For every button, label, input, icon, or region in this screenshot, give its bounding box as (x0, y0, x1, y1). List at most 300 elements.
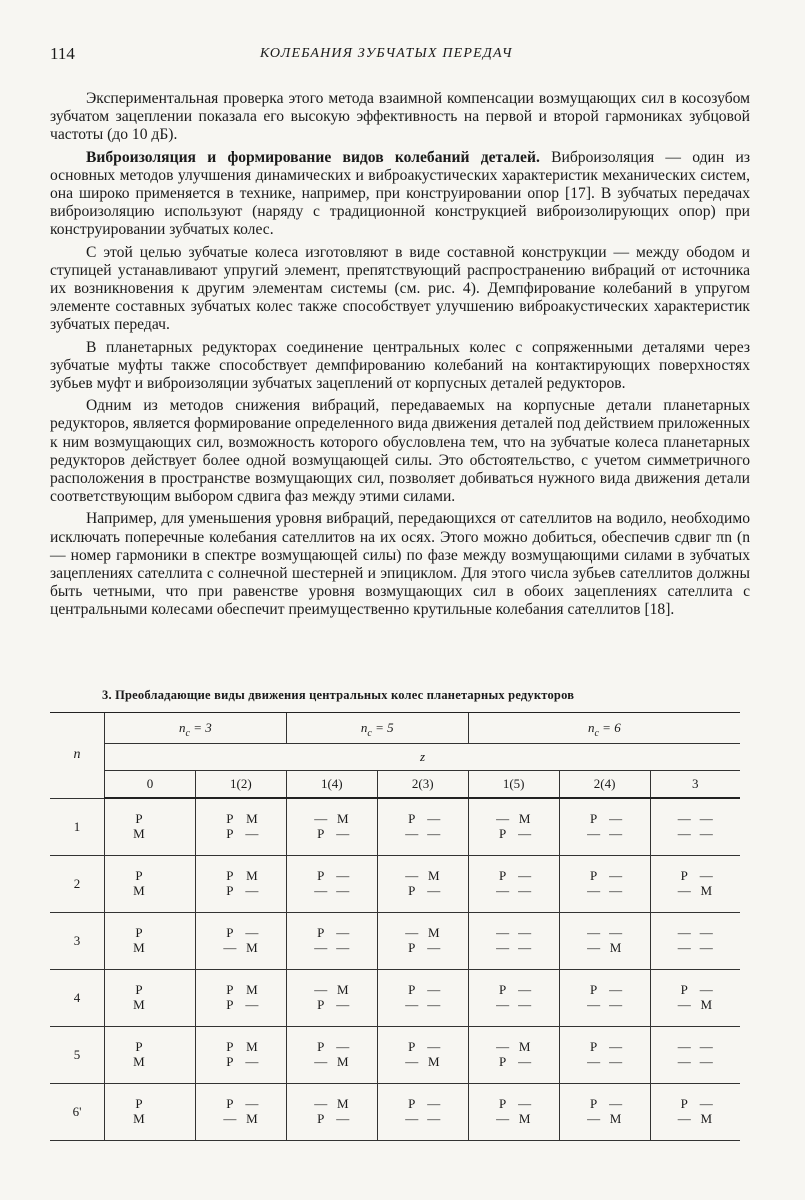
cell-symbols (401, 811, 445, 841)
cell-symbols (673, 868, 717, 898)
cell-symbol: М (246, 982, 258, 997)
cell-line (128, 868, 172, 883)
cell-line (673, 883, 717, 898)
row-n-label: 1 (50, 798, 105, 855)
cell-symbol: — (518, 826, 532, 842)
cell-line (492, 811, 536, 826)
group-label: n (587, 720, 595, 735)
cell-symbol: — (587, 925, 601, 940)
cell-symbol: Р (499, 1096, 507, 1111)
cell-line (219, 811, 263, 826)
cell-line (583, 1054, 627, 1069)
table-cell (105, 912, 196, 969)
cell-symbol: — (314, 940, 328, 955)
cell-line (583, 826, 627, 841)
paragraph-2-text: Виброизоляция — один из основных методов улучшения динамических и виброакустических характеристик механических систем, она широко применяется в технике, например, при конструировании опор [17]. В зубчатых передачах виброизоляцию используют (наряду с традиционной конструкцией виброизолирующих опор) при конструировании зубчатых колес. (50, 148, 750, 239)
z-value-5: 2(4) (559, 771, 650, 799)
cell-line (310, 868, 354, 883)
cell-symbol: — (518, 1054, 532, 1069)
cell-line (401, 883, 445, 898)
cell-symbol: — (677, 997, 691, 1012)
cell-symbols (583, 811, 627, 841)
running-title: КОЛЕБАНИЯ ЗУБЧАТЫХ ПЕРЕДАЧ (260, 46, 513, 61)
cell-line (583, 940, 627, 955)
cell-symbol: — (609, 925, 623, 940)
z-value-1: 1(2) (195, 771, 286, 799)
cell-line (128, 982, 172, 997)
cell-line (310, 1054, 354, 1069)
cell-symbol: М (337, 811, 349, 827)
cell-symbols (673, 982, 717, 1012)
cell-line (583, 883, 627, 898)
group-header-1 (286, 713, 468, 744)
cell-symbol: — (699, 925, 713, 940)
cell-line (310, 1096, 354, 1111)
paragraph-3: С этой целью зубчатые колеса изготовляют в виде составной конструкции — между ободом и ступицей устанавливают упругий элемент, препятствующий распространению вибраций от источника их возникновения к другим элементам системы (см. рис. 4). Демпфирование колебаний в упругом элементе составных зубчатых колес также способствует улучшению виброакустических характеристик зубчатых передач. (50, 243, 750, 334)
cell-symbol: Р (226, 1096, 234, 1111)
cell-symbol: Р (135, 925, 143, 940)
cell-line (219, 1054, 263, 1069)
cell-line (310, 997, 354, 1012)
row-n-label: 2 (50, 855, 105, 912)
cell-symbol: — (245, 1096, 259, 1111)
cell-symbol: — (336, 868, 350, 883)
cell-symbol: — (518, 1096, 532, 1111)
cell-symbol: — (518, 883, 532, 898)
cell-symbol: — (496, 925, 510, 940)
group-header-0 (105, 713, 287, 744)
cell-line (219, 1096, 263, 1111)
cell-symbol: — (336, 826, 350, 842)
cell-line (583, 997, 627, 1012)
cell-line (310, 826, 354, 841)
cell-symbol: — (427, 883, 441, 898)
cell-symbols (673, 1096, 717, 1126)
table-body (50, 798, 740, 1140)
cell-symbols (492, 1039, 536, 1069)
cell-symbol: — (314, 1096, 328, 1111)
cell-symbol: — (336, 997, 350, 1012)
cell-symbols (401, 1039, 445, 1069)
cell-symbol: — (677, 1111, 691, 1126)
cell-symbol: — (336, 883, 350, 898)
cell-line (673, 925, 717, 940)
cell-symbol: — (677, 826, 691, 842)
paragraph-2 (50, 149, 750, 240)
cell-line (492, 997, 536, 1012)
cell-symbols (583, 868, 627, 898)
cell-symbol: Р (135, 1096, 143, 1111)
cell-line (492, 925, 536, 940)
group-subscript: c (185, 728, 190, 739)
table-cell (195, 1083, 286, 1140)
table-cell (468, 1026, 559, 1083)
cell-symbol: М (246, 811, 258, 827)
table-cell (377, 912, 468, 969)
cell-line (128, 940, 172, 955)
cell-symbol: — (518, 868, 532, 883)
cell-symbols (492, 1096, 536, 1126)
cell-symbol: — (405, 925, 419, 940)
cell-symbol: — (609, 826, 623, 842)
table-header-z-values (50, 771, 740, 799)
table-cell (650, 912, 740, 969)
cell-symbol: Р (408, 940, 416, 955)
group-label: n (179, 720, 186, 735)
table-caption: 3. Преобладающие виды движения центральных колес планетарных редукторов (102, 688, 575, 702)
cell-symbol: — (427, 940, 441, 955)
cell-symbol: — (245, 925, 259, 940)
cell-symbol: Р (317, 1111, 325, 1126)
cell-symbol: Р (589, 811, 598, 827)
cell-symbol: — (699, 1054, 713, 1069)
cell-symbols (492, 868, 536, 898)
cell-symbol: Р (317, 826, 325, 842)
cell-symbol: — (699, 982, 713, 997)
cell-symbol: Р (408, 883, 416, 898)
cell-line (583, 811, 627, 826)
cell-symbol: — (314, 883, 328, 898)
row-n-label: 3 (50, 912, 105, 969)
cell-line (673, 940, 717, 955)
cell-symbol: Р (317, 925, 325, 940)
table-cell (650, 798, 740, 855)
cell-line (128, 925, 172, 940)
cell-symbol: М (518, 1039, 531, 1054)
cell-symbol: Р (226, 811, 234, 827)
cell-symbol: М (246, 1039, 258, 1054)
cell-symbols (492, 811, 536, 841)
table-cell (195, 912, 286, 969)
z-value-0: 0 (105, 771, 196, 799)
table-cell (377, 1083, 468, 1140)
cell-line (401, 868, 445, 883)
cell-symbols (401, 1096, 445, 1126)
table-cell (650, 969, 740, 1026)
cell-line (128, 1054, 172, 1069)
cell-symbols (310, 811, 354, 841)
cell-symbol: Р (680, 982, 688, 997)
cell-symbol: — (405, 1054, 419, 1069)
cell-symbols (401, 868, 445, 898)
cell-symbol: Р (226, 883, 234, 898)
table-cell (650, 855, 740, 912)
cell-symbol: — (245, 826, 259, 842)
cell-symbol: — (496, 1039, 510, 1054)
cell-symbol: М (427, 1054, 440, 1069)
cell-symbol: — (496, 997, 510, 1012)
cell-symbol: М (337, 1096, 349, 1111)
cell-line (401, 1111, 445, 1126)
cell-symbols (310, 1039, 354, 1069)
table-cell (468, 969, 559, 1026)
cell-line (219, 997, 263, 1012)
cell-symbol: М (427, 868, 440, 883)
cell-symbol: — (245, 883, 259, 898)
cell-symbol: Р (589, 982, 598, 997)
cell-symbol: — (427, 1039, 441, 1054)
cell-symbol: Р (499, 982, 507, 997)
row-n-label: 4 (50, 969, 105, 1026)
cell-symbol: — (336, 1039, 350, 1054)
cell-symbols (128, 925, 172, 955)
cell-line (128, 811, 172, 826)
cell-line (673, 1111, 717, 1126)
cell-symbols (401, 925, 445, 955)
cell-symbol: — (427, 997, 441, 1012)
cell-symbol: Р (499, 868, 507, 883)
cell-symbols (128, 1096, 172, 1126)
cell-line (492, 826, 536, 841)
table-cell (377, 969, 468, 1026)
cell-line (401, 997, 445, 1012)
cell-symbol: Р (135, 1039, 143, 1054)
cell-line (401, 925, 445, 940)
cell-symbol: — (518, 997, 532, 1012)
cell-symbol: — (587, 1054, 601, 1069)
cell-symbol: Р (589, 1039, 598, 1054)
body-text (50, 90, 750, 624)
group-value: = 6 (598, 720, 621, 735)
group-subscript: c (594, 728, 599, 739)
cell-line (401, 1096, 445, 1111)
cell-symbol: Р (499, 1054, 507, 1069)
table-cell (195, 969, 286, 1026)
cell-symbol: М (609, 1111, 622, 1126)
page-number: 114 (50, 44, 75, 63)
cell-symbol: — (405, 997, 419, 1012)
cell-symbol: — (609, 997, 623, 1012)
cell-symbol: — (587, 883, 601, 898)
table-cell (195, 798, 286, 855)
cell-line (673, 1096, 717, 1111)
cell-symbol: — (677, 883, 691, 898)
cell-symbol: Р (680, 1096, 688, 1111)
table-cell (105, 1083, 196, 1140)
group-value: = 5 (371, 720, 394, 735)
cell-symbols (492, 925, 536, 955)
cell-symbol: — (496, 811, 510, 827)
table-cell (559, 1026, 650, 1083)
cell-line (401, 1039, 445, 1054)
cell-symbol: — (427, 1096, 441, 1111)
cell-symbol: Р (408, 1096, 416, 1111)
cell-symbols (583, 925, 627, 955)
motion-table (50, 712, 740, 1141)
table-header-groups (50, 713, 740, 744)
cell-line (401, 811, 445, 826)
cell-symbol: — (677, 1054, 691, 1069)
cell-line (128, 1096, 172, 1111)
cell-line (492, 982, 536, 997)
cell-symbol: Р (589, 1096, 598, 1111)
cell-symbols (128, 1039, 172, 1069)
z-value-6: 3 (650, 771, 740, 799)
cell-symbols (219, 1039, 263, 1069)
group-header-2 (468, 713, 740, 744)
cell-symbol: — (587, 940, 601, 955)
table-cell (105, 855, 196, 912)
table-cell (559, 798, 650, 855)
cell-symbols (310, 1096, 354, 1126)
cell-symbol: — (609, 1039, 623, 1054)
table-cell (468, 912, 559, 969)
table-cell (286, 855, 377, 912)
cell-symbol: — (677, 1039, 691, 1054)
cell-symbol: — (609, 1054, 623, 1069)
group-subscript: c (367, 728, 372, 739)
running-header (50, 44, 745, 68)
cell-symbols (310, 868, 354, 898)
cell-symbol: Р (408, 811, 416, 827)
cell-symbol: — (427, 811, 441, 827)
cell-line (673, 997, 717, 1012)
group-value: = 3 (190, 720, 212, 735)
cell-symbol: — (314, 1054, 328, 1069)
cell-symbol: М (337, 1054, 349, 1069)
z-value-3: 2(3) (377, 771, 468, 799)
cell-symbol: М (700, 883, 713, 898)
cell-line (492, 1039, 536, 1054)
cell-symbol: — (427, 982, 441, 997)
cell-symbol: — (609, 1096, 623, 1111)
table-cell (650, 1026, 740, 1083)
cell-symbol: Р (408, 982, 416, 997)
cell-symbol: М (246, 868, 258, 883)
n-column-header: n (50, 713, 105, 799)
cell-line (673, 982, 717, 997)
cell-symbol: — (427, 1111, 441, 1126)
table-cell (286, 969, 377, 1026)
cell-symbol: — (314, 982, 328, 997)
cell-line (219, 940, 263, 955)
cell-line (128, 997, 172, 1012)
cell-symbol: — (314, 811, 328, 827)
row-n-label: 6' (50, 1083, 105, 1140)
table-cell (468, 798, 559, 855)
paragraph-6: Например, для уменьшения уровня вибраций, передающихся от сателлитов на водило, необходимо исключать поперечные колебания сателлитов на их осях. Этого можно добиться, обеспечив сдвиг πn (n — номер гармоники в спектре возмущающей силы) по фазе между возмущающими силами в зубчатых зацеплениях сателлита с солнечной шестерней и эпициклом. Для этого числа зубьев сателлитов должны быть четными, что при равенстве уровня возмущающих сил в обоих зацеплениях сателлита с центральными колесами обеспечит преимущественно крутильные колебания сателлитов [18]. (50, 510, 750, 619)
cell-symbol: М (700, 1111, 713, 1126)
cell-line (219, 883, 263, 898)
cell-symbol: — (609, 811, 623, 827)
cell-symbol: — (496, 940, 510, 955)
cell-symbol: — (518, 925, 532, 940)
table-cell (559, 969, 650, 1026)
table-cell (559, 855, 650, 912)
cell-symbol: Р (226, 868, 234, 883)
cell-line (583, 868, 627, 883)
table-row (50, 1083, 740, 1140)
table-cell (377, 855, 468, 912)
cell-line (673, 868, 717, 883)
cell-symbol: М (133, 883, 145, 898)
cell-symbol: М (518, 1111, 531, 1126)
cell-symbol: — (699, 811, 713, 827)
cell-symbol: — (609, 883, 623, 898)
cell-symbol: Р (226, 826, 234, 842)
table-cell (105, 798, 196, 855)
cell-symbol: Р (226, 1039, 234, 1054)
cell-line (492, 868, 536, 883)
cell-line (673, 1039, 717, 1054)
cell-symbol: Р (135, 868, 143, 883)
cell-symbol: — (609, 868, 623, 883)
paragraph-5: Одним из методов снижения вибраций, передаваемых на корпусные детали планетарных редукторов, является формирование определенного вида движения деталей под действием приложенных к ним возмущающих сил, возможность которого обусловлена тем, что на зубчатые колеса планетарных редукторов действует более одной возмущающей силы. Это обстоятельство, с учетом симметричного расположения в пространстве возмущающих сил, позволяет добиваться нужного вида движения детали соответствующим выбором сдвига фаз между этими силами. (50, 397, 750, 506)
cell-line (219, 826, 263, 841)
cell-line (401, 826, 445, 841)
table-header-z (50, 744, 740, 771)
cell-symbols (219, 982, 263, 1012)
cell-line (673, 811, 717, 826)
cell-symbol: Р (135, 982, 143, 997)
cell-line (310, 925, 354, 940)
cell-symbol: — (699, 1039, 713, 1054)
cell-symbol: М (700, 997, 713, 1012)
table-cell (377, 1026, 468, 1083)
cell-line (673, 1054, 717, 1069)
cell-line (401, 940, 445, 955)
cell-symbol: — (699, 1096, 713, 1111)
cell-symbol: М (133, 940, 145, 955)
cell-line (310, 940, 354, 955)
cell-symbol: М (133, 826, 145, 842)
cell-symbols (219, 868, 263, 898)
cell-line (128, 1111, 172, 1126)
cell-symbols (219, 925, 263, 955)
cell-symbol: — (405, 1111, 419, 1126)
cell-symbol: — (336, 1111, 350, 1126)
cell-symbols (310, 925, 354, 955)
cell-line (583, 982, 627, 997)
paragraph-4: В планетарных редукторах соединение центральных колес с сопряженными деталями через зубчатые муфты также способствует демпфированию колебаний на контактирующих поверхностях зубьев муфт и виброизоляции зубчатых зацеплений от корпусных деталей редукторов. (50, 338, 750, 393)
cell-symbol: — (223, 1111, 237, 1126)
cell-line (492, 883, 536, 898)
cell-line (310, 1039, 354, 1054)
cell-symbol: Р (226, 925, 234, 940)
cell-line (310, 982, 354, 997)
table-cell (468, 1083, 559, 1140)
cell-line (583, 1096, 627, 1111)
cell-symbol: — (699, 940, 713, 955)
cell-symbol: — (245, 1054, 259, 1069)
cell-line (219, 982, 263, 997)
table-cell (559, 1083, 650, 1140)
cell-line (583, 1039, 627, 1054)
cell-line (310, 811, 354, 826)
cell-line (401, 982, 445, 997)
row-n-label: 5 (50, 1026, 105, 1083)
table-cell (286, 912, 377, 969)
cell-symbol: — (245, 997, 259, 1012)
cell-symbols (128, 982, 172, 1012)
cell-symbol: М (133, 1054, 145, 1069)
table-cell (195, 1026, 286, 1083)
cell-symbol: Р (226, 997, 234, 1012)
cell-symbol: — (699, 826, 713, 842)
cell-line (128, 883, 172, 898)
cell-line (583, 925, 627, 940)
cell-symbol: — (336, 940, 350, 955)
cell-line (219, 868, 263, 883)
cell-symbol: — (587, 826, 601, 842)
cell-symbols (128, 868, 172, 898)
cell-line (219, 1111, 263, 1126)
table-cell (195, 855, 286, 912)
table-row (50, 1026, 740, 1083)
table-cell (468, 855, 559, 912)
cell-symbols (219, 811, 263, 841)
cell-symbol: М (133, 997, 145, 1012)
